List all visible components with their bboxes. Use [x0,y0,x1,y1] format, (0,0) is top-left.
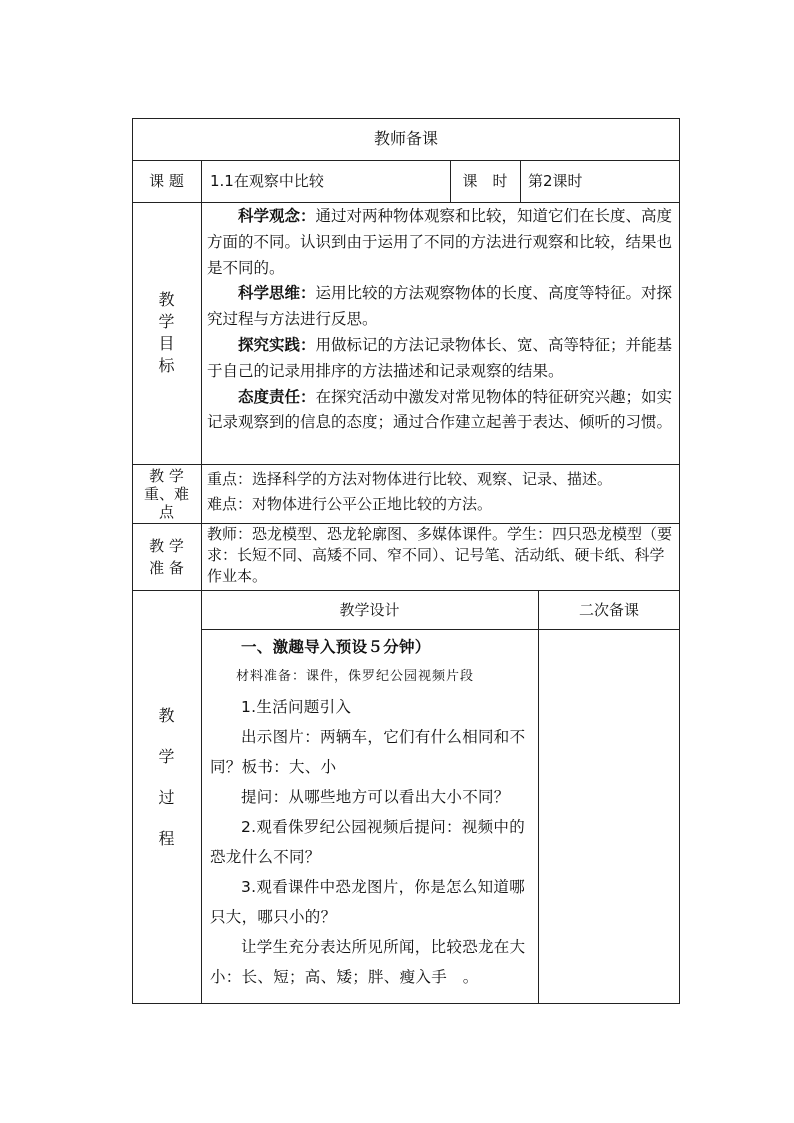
process-label-char: 过 [158,788,175,807]
preparation-label [132,523,201,590]
key-points-content [207,467,675,522]
objective-term: 探究实践： [238,335,316,354]
preparation-label-line: 准 备 [149,558,184,577]
objective-term: 科学思维： [238,284,316,303]
objective-term: 态度责任： [238,387,316,406]
process-label-char: 教 [158,706,175,725]
step-express: 让学生充分表达所见所闻，比较恐龙在大小：长、短；高、矮；胖、瘦入手 。 [210,938,526,986]
preparation-content: 教师：恐龙模型、恐龙轮廓图、多媒体课件。学生：四只恐龙模型（要求：长短不同、高矮不同、窄不同）、记号笔、活动纸、硬卡纸、科学作业本。 [207,525,673,585]
preparation-label-line: 教 学 [149,536,184,555]
step-ask: 提问：从哪些地方可以看出大小不同？ [241,788,510,806]
process-content [210,632,532,1002]
topic-label: 课 题 [149,172,184,190]
objectives-label-char: 学 [158,312,175,331]
column-divider [201,160,202,1004]
column-divider [520,160,521,202]
page-title: 教师备课 [373,129,438,148]
objective-item [207,333,675,385]
process-label-char: 程 [158,829,175,848]
section-title: 一、激趣导入预设５分钟） [241,638,431,656]
row-divider [132,464,680,465]
materials-line: 材料准备：课件，侏罗纪公园视频片段 [236,669,475,684]
objectives-label [132,202,201,464]
table-border-bottom [132,1003,680,1004]
objectives-label-char: 标 [158,356,175,375]
process-label-char: 学 [158,747,175,766]
objective-text: 运用比较的方法观察物体的长度、高度等特征。对探究过程与方法进行反思。 [207,284,673,329]
period-value: 第2课时 [528,172,583,190]
objectives-content [207,204,675,462]
step-images: 3.观看课件中恐龙图片，你是怎么知道哪只大，哪只小的？ [210,878,525,926]
objective-text: 用做标记的方法记录物体长、宽、高等特征；并能基于自己的记录用排序的方法描述和记录观察的结果。 [207,335,673,380]
table-border-right [679,118,680,1004]
period-label: 课 时 [462,172,508,190]
second-prep-header: 二次备课 [578,600,639,619]
objective-text: 在探究活动中激发对常见物体的特征研究兴趣；如实记录观察到的信息的态度；通过合作建立起善于表达、倾听的习惯。 [207,387,673,432]
objective-item [207,204,675,281]
step-show: 出示图片：两辆车，它们有什么相同和不同？板书：大、小 [210,728,526,776]
design-header: 教学设计 [339,600,400,619]
key-points-label-line: 点 [158,502,174,521]
key-focus: 重点：选择科学的方法对物体进行比较、观察、记录、描述。 [207,470,613,488]
objective-term: 科学观念： [238,207,316,225]
objective-item [207,385,675,437]
objective-text: 通过对两种物体观察和比较，知道它们在长度、高度方面的不同。认识到由于运用了不同的方法进行观察和比较，结果也是不同的。 [207,207,673,277]
objectives-label-char: 目 [158,334,175,353]
lesson-plan-table [132,118,680,1004]
objectives-label-char: 教 [158,290,175,309]
step-intro: 1.生活问题引入 [241,698,352,716]
row-divider [132,202,680,203]
second-prep-content [539,630,679,1003]
step-video: 2.观看侏罗纪公园视频后提问：视频中的恐龙什么不同？ [210,818,525,866]
key-points-label-line: 教 学 [149,466,184,485]
topic-value: 1.1在观察中比较 [210,172,324,190]
process-label [132,590,201,1004]
objective-item [207,281,675,333]
key-points-label [132,464,201,523]
key-points-label-line: 重、难 [143,484,189,503]
key-difficulty: 难点：对物体进行公平公正地比较的方法。 [207,495,493,513]
